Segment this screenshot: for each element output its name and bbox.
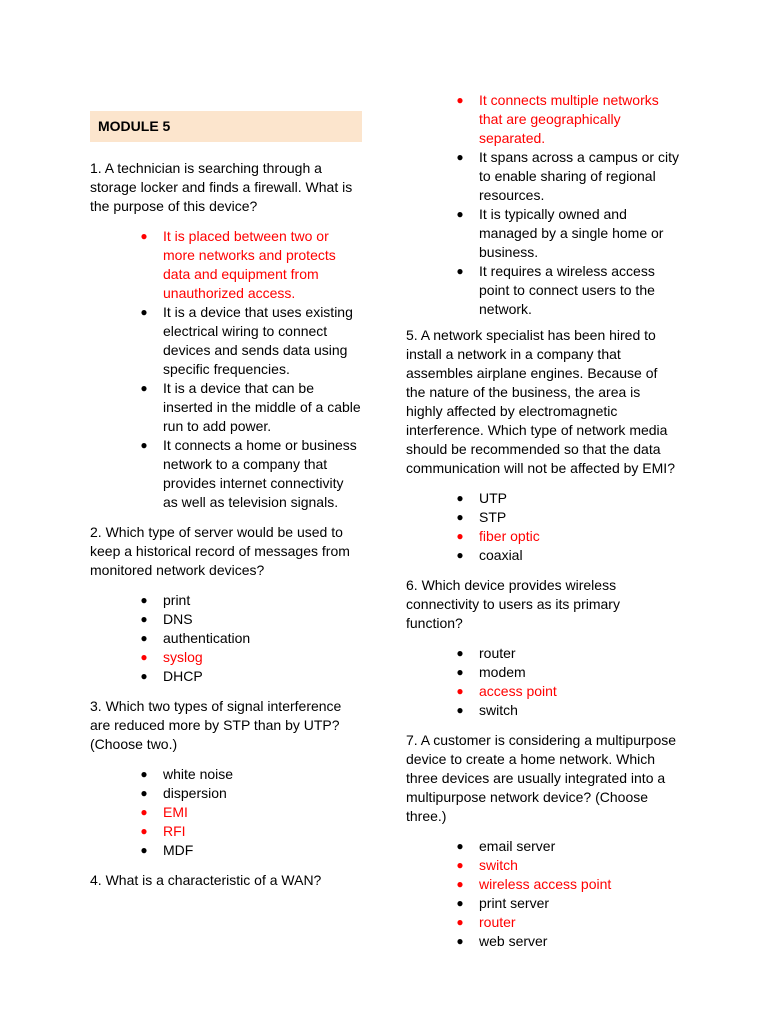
- bullet-icon: ●: [456, 839, 464, 853]
- bullet-icon: ●: [140, 824, 148, 838]
- bullet-icon: ●: [140, 786, 148, 800]
- bullet-icon: ●: [456, 510, 464, 524]
- bullet-icon: ●: [456, 934, 464, 948]
- option: [406, 205, 680, 262]
- option-text: DNS: [163, 611, 193, 627]
- bullet-icon: ●: [140, 229, 148, 243]
- question-4-text: 4. What is a characteristic of a WAN?: [90, 872, 322, 888]
- option-text: It requires a wireless access point to connect users to the network.: [479, 263, 655, 317]
- option-correct: [90, 803, 362, 822]
- question-1-text: 1. A technician is searching through a storage locker and finds a firewall. What is the purpose of this device?: [90, 160, 353, 214]
- option: [406, 489, 680, 508]
- option: [406, 894, 680, 913]
- option: [406, 148, 680, 205]
- question-6-options: [406, 644, 680, 720]
- left-column: [90, 111, 362, 890]
- option-text: white noise: [163, 766, 234, 782]
- bullet-icon: ●: [140, 381, 148, 395]
- question-2-text: 2. Which type of server would be used to keep a historical record of messages from monitored network devices?: [90, 524, 350, 578]
- option-correct: [406, 682, 680, 701]
- bullet-icon: ●: [140, 650, 148, 664]
- option-text: RFI: [163, 823, 186, 839]
- bullet-icon: ●: [456, 646, 464, 660]
- option-correct: [406, 856, 680, 875]
- bullet-icon: ●: [140, 593, 148, 607]
- bullet-icon: ●: [456, 491, 464, 505]
- question-7-text: 7. A customer is considering a multipurpose device to create a home network. Which three devices are usually integrated into a multipurpose network device? (Choose three.): [406, 732, 677, 824]
- bullet-icon: ●: [456, 207, 464, 221]
- option-text: print: [163, 592, 191, 608]
- question-2-options: [90, 591, 362, 686]
- bullet-icon: ●: [140, 631, 148, 645]
- option: [406, 508, 680, 527]
- option-text: access point: [479, 683, 557, 699]
- option-text: router: [479, 645, 516, 661]
- option-correct: [406, 527, 680, 546]
- option: [406, 546, 680, 565]
- option-text: EMI: [163, 804, 188, 820]
- bullet-icon: ●: [456, 529, 464, 543]
- option: [90, 591, 362, 610]
- option: [90, 784, 362, 803]
- option-text: fiber optic: [479, 528, 540, 544]
- option-text: syslog: [163, 649, 203, 665]
- option-text: It connects multiple networks that are geographically separated.: [479, 92, 659, 146]
- option-correct: [406, 91, 680, 148]
- bullet-icon: ●: [456, 93, 464, 107]
- option-text: switch: [479, 702, 518, 718]
- bullet-icon: ●: [140, 669, 148, 683]
- bullet-icon: ●: [140, 305, 148, 319]
- bullet-icon: ●: [140, 438, 148, 452]
- option-text: wireless access point: [479, 876, 612, 892]
- option-correct: [90, 227, 362, 303]
- question-6-text: 6. Which device provides wireless connectivity to users as its primary function?: [406, 577, 620, 631]
- bullet-icon: ●: [456, 703, 464, 717]
- right-column: [406, 91, 680, 962]
- bullet-icon: ●: [456, 150, 464, 164]
- option-text: authentication: [163, 630, 251, 646]
- option-text: It spans across a campus or city to enable sharing of regional resources.: [479, 149, 679, 203]
- option: [406, 701, 680, 720]
- question-4-options: [406, 91, 680, 319]
- option: [406, 663, 680, 682]
- bullet-icon: ●: [140, 767, 148, 781]
- option-text: DHCP: [163, 668, 203, 684]
- option-text: It connects a home or business network to a company that provides internet connectivity as well as television signals.: [163, 437, 357, 510]
- option-text: dispersion: [163, 785, 227, 801]
- bullet-icon: ●: [456, 858, 464, 872]
- question-3-text: 3. Which two types of signal interference are reduced more by STP than by UTP? (Choose two.): [90, 698, 342, 752]
- option-text: MDF: [163, 842, 194, 858]
- option-correct: [406, 875, 680, 894]
- question-1-options: [90, 227, 362, 512]
- option-text: coaxial: [479, 547, 523, 563]
- option-text: It is a device that can be inserted in the middle of a cable run to add power.: [163, 380, 361, 434]
- option: [90, 841, 362, 860]
- module-header: [90, 111, 362, 142]
- option-correct: [406, 913, 680, 932]
- option: [406, 932, 680, 951]
- option-text: print server: [479, 895, 550, 911]
- question-5-options: [406, 489, 680, 565]
- option: [90, 765, 362, 784]
- option: [90, 629, 362, 648]
- option: [406, 644, 680, 663]
- question-7-options: [406, 837, 680, 951]
- option-text: It is a device that uses existing electrical wiring to connect devices and sends data using specific frequencies.: [163, 304, 353, 377]
- option-text: UTP: [479, 490, 507, 506]
- bullet-icon: ●: [456, 264, 464, 278]
- option: [90, 667, 362, 686]
- option-text: STP: [479, 509, 507, 525]
- option-text: router: [479, 914, 516, 930]
- bullet-icon: ●: [140, 805, 148, 819]
- option-correct: [90, 648, 362, 667]
- bullet-icon: ●: [140, 612, 148, 626]
- bullet-icon: ●: [456, 896, 464, 910]
- bullet-icon: ●: [456, 665, 464, 679]
- option-text: It is placed between two or more networks and protects data and equipment from unauthorized access.: [163, 228, 336, 301]
- option-text: It is typically owned and managed by a single home or business.: [479, 206, 664, 260]
- option: [406, 837, 680, 856]
- option: [90, 379, 362, 436]
- option-correct: [90, 822, 362, 841]
- option-text: email server: [479, 838, 556, 854]
- option: [90, 436, 362, 512]
- bullet-icon: ●: [456, 684, 464, 698]
- option-text: web server: [479, 933, 548, 949]
- bullet-icon: ●: [456, 877, 464, 891]
- option-text: switch: [479, 857, 518, 873]
- option-text: modem: [479, 664, 526, 680]
- bullet-icon: ●: [140, 843, 148, 857]
- option: [90, 610, 362, 629]
- option: [90, 303, 362, 379]
- question-5-text: 5. A network specialist has been hired to install a network in a company that assembles airplane engines. Because of the nature of the business, the area is highly affected by electromagnetic interference. Which type of network media should be recommended so that the data communication will not be affected by EMI?: [406, 327, 675, 476]
- bullet-icon: ●: [456, 915, 464, 929]
- question-3-options: [90, 765, 362, 860]
- option: [406, 262, 680, 319]
- module-title: MODULE 5: [98, 118, 171, 134]
- bullet-icon: ●: [456, 548, 464, 562]
